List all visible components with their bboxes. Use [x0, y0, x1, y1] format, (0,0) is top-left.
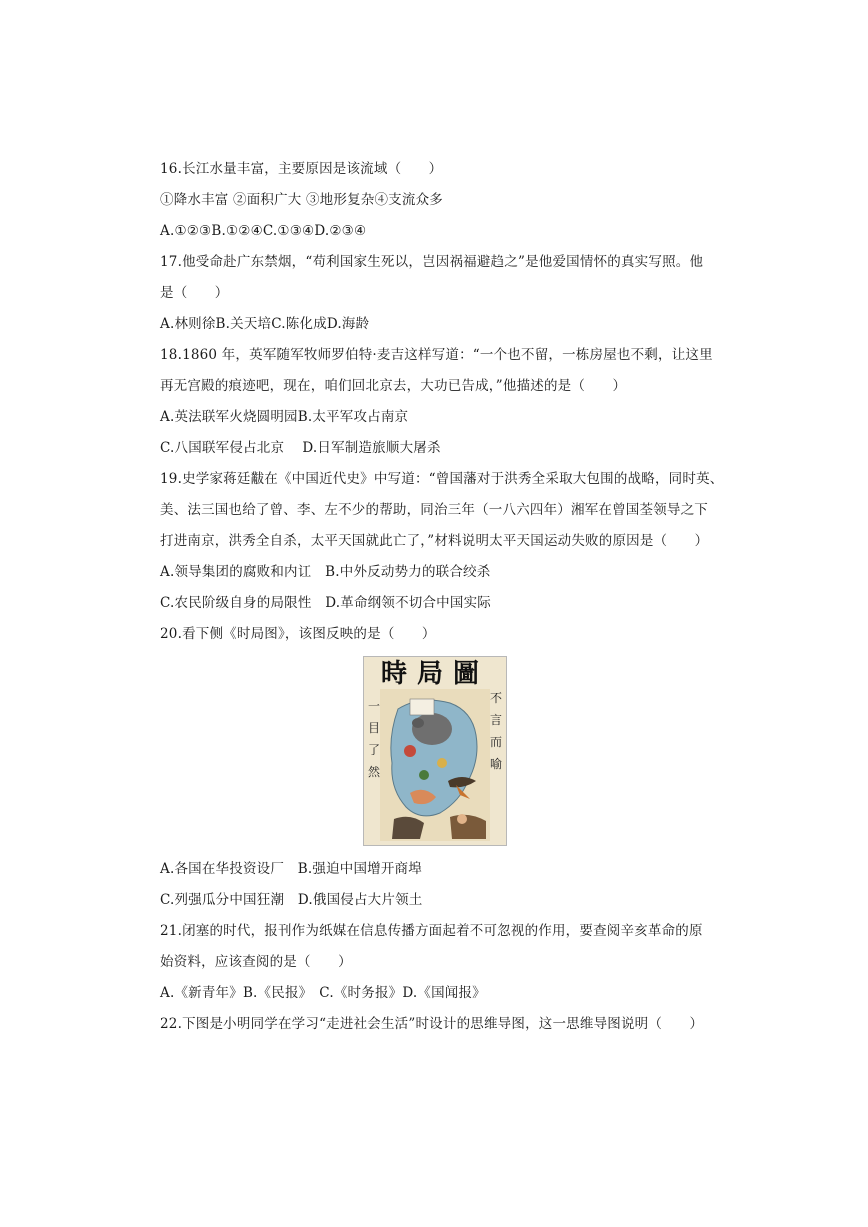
q19-options-cd: C.农民阶级自身的局限性 D.革命纲领不切合中国实际: [160, 595, 491, 611]
q18-options-cd: C.八国联军侵占北京 D.日军制造旅顺大屠杀: [160, 440, 441, 456]
q21-options: A.《新青年》B.《民报》 C.《时务报》D.《国闻报》: [160, 985, 486, 1001]
q21-stem-cont: 始资料，应该查阅的是（ ）: [160, 954, 352, 970]
q17-options: A.林则徐B.关天培C.陈化成D.海龄: [160, 316, 370, 332]
q16-sub-items: ①降水丰富 ②面积广大 ③地形复杂④支流众多: [160, 192, 443, 208]
q18-options-ab: A.英法联军火烧圆明园B.太平军攻占南京: [160, 409, 409, 425]
q18-stem: 18.1860 年，英军随军牧师罗伯特·麦吉这样写道：“一个也不留，一栋房屋也不剩，让这里: [160, 347, 713, 363]
q19-stem-cont-2: 打进南京，洪秀全自杀，太平天国就此亡了，”材料说明太平天国运动失败的原因是（ ）: [160, 533, 709, 549]
cartoon-title: 時局圖: [380, 659, 489, 689]
q19-options-ab: A.领导集团的腐败和内讧 B.中外反动势力的联合绞杀: [160, 564, 491, 580]
q20-options-cd: C.列强瓜分中国狂潮 D.俄国侵占大片领土: [160, 892, 423, 908]
q20-options-ab: A.各国在华投资设厂 B.强迫中国增开商埠: [160, 861, 422, 877]
q16-stem: 16.长江水量丰富，主要原因是该流域（ ）: [160, 161, 443, 177]
q20-stem: 20.看下侧《时局图》，该图反映的是（ ）: [160, 626, 436, 642]
cartoon-map-illustration: [380, 689, 490, 841]
q21-stem: 21.闭塞的时代，报刊作为纸媒在信息传播方面起着不可忽视的作用，要查阅辛亥革命的原: [160, 923, 703, 939]
cartoon-left-caption: 一目了然: [367, 699, 380, 779]
q17-stem-cont: 是（ ）: [160, 285, 229, 301]
shiju-tu-cartoon: [363, 656, 507, 846]
q17-stem: 17.他受命赴广东禁烟，“苟利国家生死以，岂因祸福避趋之”是他爱国情怀的真实写照。他: [160, 254, 704, 270]
cartoon-right-caption: 不言而喻: [489, 691, 502, 771]
q16-options: A.①②③B.①②④C.①③④D.②③④: [160, 223, 367, 239]
q18-stem-cont: 再无宫殿的痕迹吧，现在，咱们回北京去，大功已告成，”他描述的是（ ）: [160, 378, 627, 394]
q19-stem: 19.史学家蒋廷黻在《中国近代史》中写道：“曾国藩对于洪秀全采取大包围的战略，同时英、: [160, 471, 724, 487]
q19-stem-cont-1: 美、法三国也给了曾、李、左不少的帮助，同治三年（一八六四年）湘军在曾国荃领导之下: [160, 502, 708, 518]
q22-stem: 22.下图是小明同学在学习“走进社会生活”时设计的思维导图，这一思维导图说明（ ）: [160, 1016, 704, 1032]
